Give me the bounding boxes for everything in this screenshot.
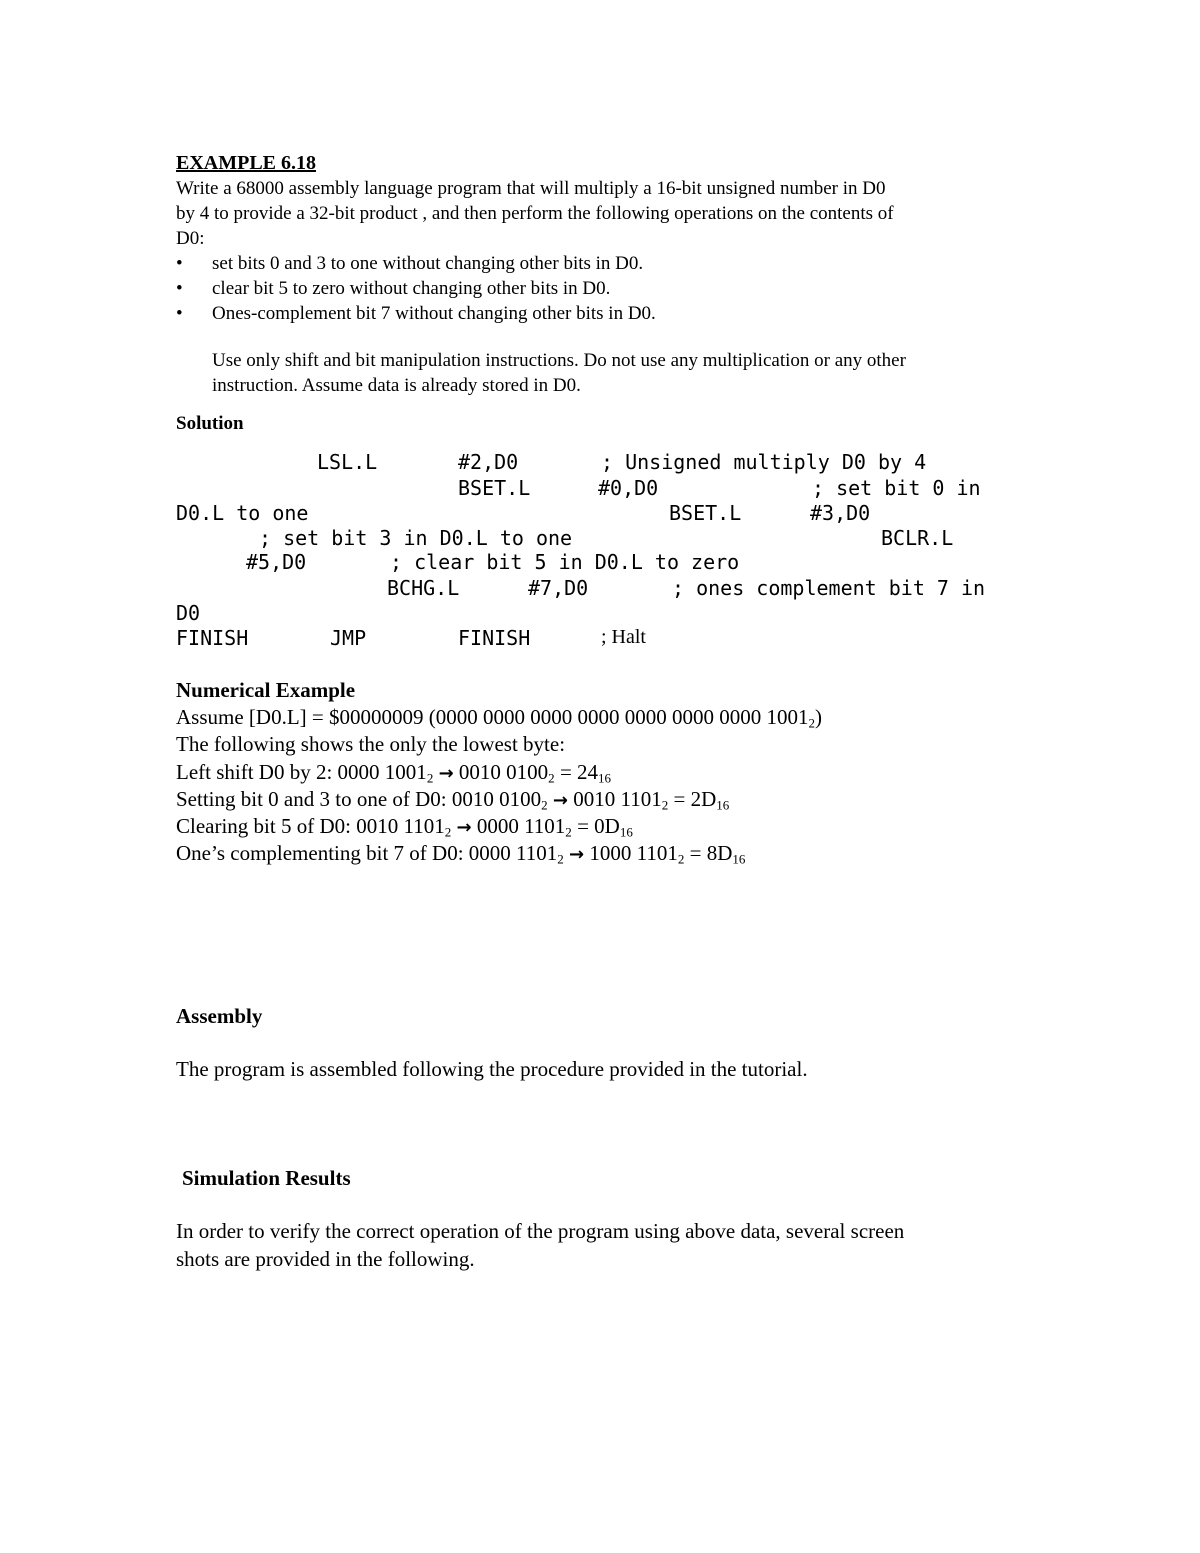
code-comment: ; Halt (601, 626, 646, 648)
code-arg: #7,D0 (528, 576, 589, 600)
code-arg: #2,D0 (458, 450, 519, 474)
code-op: JMP (330, 626, 367, 650)
arrow-icon: → (438, 763, 454, 784)
assembly-text: The program is assembled following the procedure provided in the tutorial. (176, 1057, 808, 1081)
code-comment: ; set bit 0 in (812, 476, 981, 500)
code-arg: #5,D0 (246, 550, 307, 574)
code-arg: #3,D0 (810, 501, 871, 525)
code-comment: ; clear bit 5 in D0.L to zero (390, 550, 740, 574)
numerical-heading: Numerical Example (176, 678, 356, 702)
set-line: Setting bit 0 and 3 to one of D0: 0010 $0100_2 \to 0010$ $1101_2 = 2D_{16}$ (176, 787, 730, 813)
note-line-2: instruction. Assume data is already stored in D0. (212, 375, 581, 396)
code-op: BCLR.L (881, 526, 954, 550)
arrow-icon: → (569, 844, 585, 865)
bullet-icon: • (176, 303, 183, 324)
bullet-icon: • (176, 253, 183, 274)
bullet-icon: • (176, 278, 183, 299)
problem-line-2: by 4 to provide a 32-bit product , and then perform the following operations on the contents of (176, 203, 894, 224)
simulation-line-1: In order to verify the correct operation of the program using above data, several screen (176, 1219, 905, 1243)
assume-line: Assume [D0.L] = $00000009 (0000 0000 0000 0000 0000 0000 0000 $1001_2$) (176, 705, 822, 731)
list-item: Ones-complement bit 7 without changing other bits in D0. (212, 303, 656, 324)
code-comment: D0.L to one (176, 501, 309, 525)
code-op: BSET.L (669, 501, 742, 525)
simulation-line-2: shots are provided in the following. (176, 1247, 475, 1271)
code-label: FINISH (176, 626, 249, 650)
problem-line-1: Write a 68000 assembly language program that will multiply a 16-bit unsigned number in D0 (176, 178, 886, 199)
arrow-icon: → (552, 790, 569, 811)
arrow-icon: → (456, 817, 472, 838)
code-comment: ; Unsigned multiply D0 by 4 (601, 450, 927, 474)
code-op: BSET.L (458, 476, 531, 500)
example-title: EXAMPLE 6.18 (176, 152, 316, 174)
code-arg: FINISH (458, 626, 531, 650)
lowest-byte-line: The following shows the only the lowest byte: (176, 732, 566, 756)
assembly-heading: Assembly (176, 1004, 263, 1028)
code-comment: ; set bit 3 in D0.L to one (259, 526, 573, 550)
shift-line: Left shift D0 by 2: 0000 $1001_2 \to 0010$ $0100_2 = 24_{16}$ (176, 760, 612, 786)
simulation-heading: Simulation Results (182, 1166, 351, 1190)
list-item: clear bit 5 to zero without changing other bits in D0. (212, 278, 611, 299)
list-item: set bits 0 and 3 to one without changing other bits in D0. (212, 253, 644, 274)
problem-line-3: D0: (176, 228, 205, 249)
clear-line: Clearing bit 5 of D0: 0010 $1101_2 \to 0000$ $1101_2 = 0D_{16}$ (176, 814, 633, 840)
complement-line: One’s complementing bit 7 of D0: 0000 $1101_2 \to 1000$ $1101_2 = 8D_{16}$ (176, 841, 746, 867)
code-comment: D0 (176, 601, 201, 625)
code-arg: #0,D0 (598, 476, 659, 500)
code-op: BCHG.L (387, 576, 460, 600)
code-comment: ; ones complement bit 7 in (672, 576, 986, 600)
code-op: LSL.L (317, 450, 378, 474)
solution-heading: Solution (176, 413, 244, 434)
note-line-1: Use only shift and bit manipulation instructions. Do not use any multiplication or any other (212, 350, 906, 371)
